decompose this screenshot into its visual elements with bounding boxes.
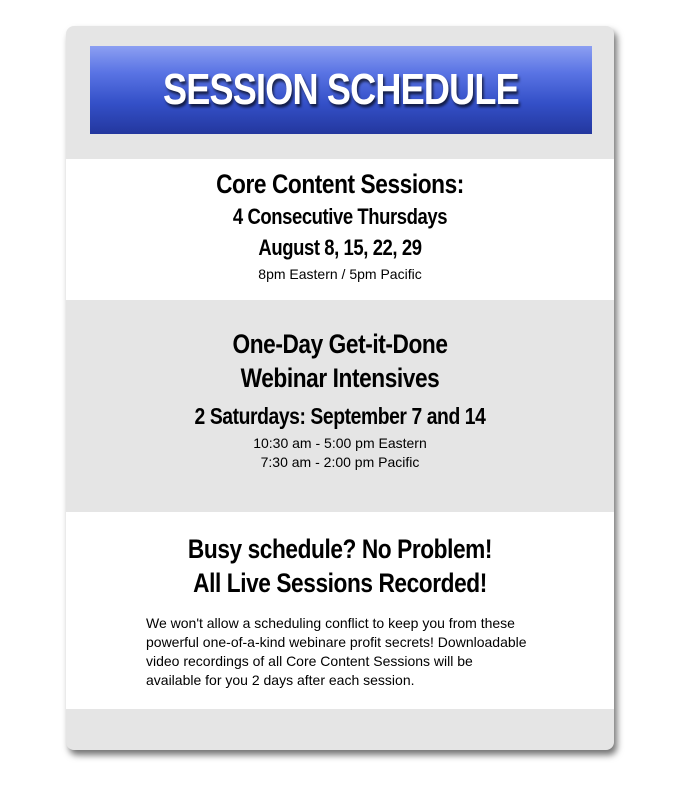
core-content-section <box>66 159 614 300</box>
intensives-dates: 2 Saturdays: September 7 and 14 <box>194 403 486 429</box>
core-heading: Core Content Sessions: <box>216 169 464 199</box>
recorded-paragraph: We won't allow a scheduling conflict to keep you from these powerful one-of-a-kind webinare profit secrets! Downloadable video recordings of all Core Content Sessions will be available for you 2 days after each session. <box>146 615 527 688</box>
core-time: 8pm Eastern / 5pm Pacific <box>258 266 422 282</box>
recorded-heading-line1: Busy schedule? No Problem! <box>187 534 493 564</box>
core-subheading: 4 Consecutive Thursdays <box>232 204 448 229</box>
banner-title: SESSION SCHEDULE <box>163 65 519 114</box>
recorded-section <box>66 512 614 709</box>
session-schedule-card <box>66 26 614 750</box>
intensives-time-pacific: 7:30 am - 2:00 pm Pacific <box>260 454 420 470</box>
intensives-heading-line2: Webinar Intensives <box>240 363 440 393</box>
intensives-heading-line1: One-Day Get-it-Done <box>232 329 448 359</box>
intensives-section <box>66 300 614 512</box>
schedule-banner <box>90 46 592 134</box>
intensives-time-eastern: 10:30 am - 5:00 pm Eastern <box>253 435 427 451</box>
core-dates: August 8, 15, 22, 29 <box>258 235 422 260</box>
recorded-heading-line2: All Live Sessions Recorded! <box>193 568 487 598</box>
